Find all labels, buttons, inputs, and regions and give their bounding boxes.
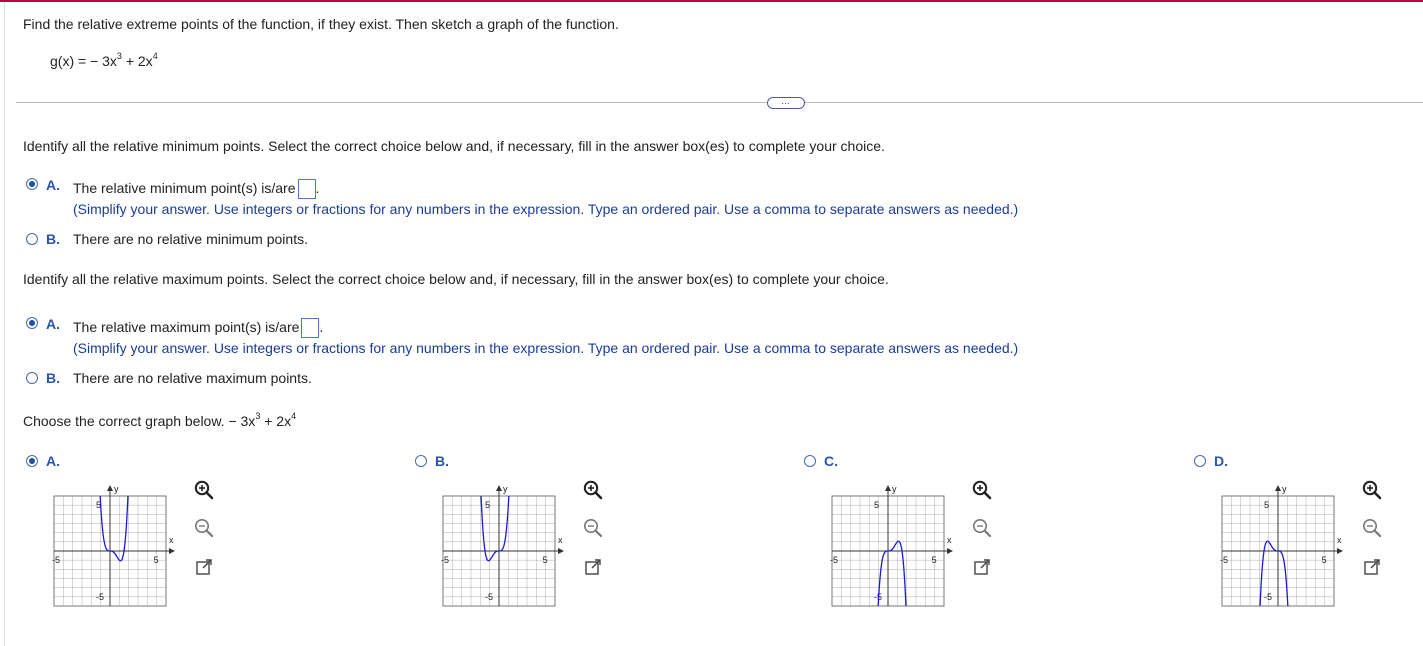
x-axis-arrow [169,548,175,554]
y-axis-label: y [503,484,508,494]
y-tick-label-pos: 5 [485,500,491,511]
zoom-in-icon[interactable] [582,479,604,501]
graph-option-d-radio[interactable] [1194,455,1206,467]
function-expression: g(x) = − $3x^3 + 2x^4$ [50,51,158,69]
y-tick-label-pos: 5 [874,500,880,511]
y-tick-label-neg: -5 [1264,591,1273,602]
max-option-b-text: There are no relative maximum points. [73,370,312,386]
left-border [4,2,5,646]
y-axis-label: y [892,484,897,494]
graph-instruction: Choose the correct graph below. − $3x^3 + 2x^4$ [23,411,297,429]
min-option-b-letter: B. [46,231,60,247]
graph-option-d-letter: D. [1214,453,1228,469]
max-option-a-radio[interactable] [26,317,38,329]
y-axis-arrow [496,485,502,491]
zoom-in-icon[interactable] [193,479,215,501]
min-option-a-text: The relative minimum point(s) is/are [73,180,296,196]
popout-icon[interactable] [971,556,993,578]
min-answer-box[interactable] [298,179,316,199]
y-axis-arrow [107,485,113,491]
min-option-a-hint: (Simplify your answer. Use integers or fractions for any numbers in the expression. Type an ordered pair. Use a comma to separate answers as needed.) [73,201,1019,217]
graph-option-a[interactable] [46,478,176,608]
min-instruction: Identify all the relative minimum points. Select the correct choice below and, if necessary, fill in the answer box(es) to complete your choice. [23,138,885,154]
x-axis-label: x [169,535,174,545]
zoom-in-icon[interactable] [1361,479,1383,501]
x-tick-label-pos: 5 [931,555,937,565]
max-option-a-letter: A. [46,316,60,332]
y-tick-label-neg: -5 [485,591,494,602]
x-axis-arrow [1337,548,1343,554]
max-option-b-radio[interactable] [26,372,38,384]
min-option-a: The relative minimum point(s) is/are . [73,179,319,199]
y-axis-arrow [1275,485,1281,491]
graph-option-c-letter: C. [824,453,838,469]
graph-option-b[interactable] [435,478,565,608]
graph-option-c-radio[interactable] [804,455,816,467]
x-tick-label-neg: -5 [1220,555,1229,565]
graph-option-b-letter: B. [435,453,449,469]
min-option-a-letter: A. [46,177,60,193]
graph-option-a-letter: A. [46,453,60,469]
x-axis-label: x [947,535,952,545]
popout-icon[interactable] [1361,556,1383,578]
y-axis-arrow [885,485,891,491]
y-tick-label-neg: -5 [874,591,883,602]
x-tick-label-neg: -5 [52,555,61,565]
zoom-out-icon[interactable] [971,517,993,539]
popout-icon[interactable] [582,556,604,578]
x-tick-label-pos: 5 [542,555,548,565]
max-option-a: The relative maximum point(s) is/are . [73,318,323,338]
min-option-a-radio[interactable] [26,178,38,190]
max-option-a-text: The relative maximum point(s) is/are [73,319,300,335]
graph-option-c[interactable] [824,478,954,608]
x-axis-arrow [558,548,564,554]
zoom-out-icon[interactable] [582,517,604,539]
x-axis-label: x [558,535,563,545]
section-divider [16,102,1423,103]
top-accent-bar [0,0,1423,2]
x-tick-label-pos: 5 [1321,555,1327,565]
more-button[interactable]: … [767,97,805,109]
x-axis-label: x [1337,535,1342,545]
x-tick-label-neg: -5 [830,555,839,565]
graph-option-d[interactable] [1214,478,1344,608]
y-axis-label: y [114,484,119,494]
zoom-out-icon[interactable] [1361,517,1383,539]
x-tick-label-pos: 5 [153,555,159,565]
min-option-b-radio[interactable] [26,233,38,245]
y-tick-label-neg: -5 [96,591,105,602]
max-instruction: Identify all the relative maximum points. Select the correct choice below and, if necessary, fill in the answer box(es) to complete your choice. [23,271,889,287]
x-tick-label-neg: -5 [441,555,450,565]
graph-option-b-radio[interactable] [415,455,427,467]
zoom-in-icon[interactable] [971,479,993,501]
popout-icon[interactable] [193,556,215,578]
max-option-a-hint: (Simplify your answer. Use integers or fractions for any numbers in the expression. Type an ordered pair. Use a comma to separate answers as needed.) [73,340,1019,356]
max-option-b-letter: B. [46,370,60,386]
min-option-b-text: There are no relative minimum points. [73,231,308,247]
max-answer-box[interactable] [301,318,319,338]
y-tick-label-pos: 5 [96,500,102,511]
graph-option-a-radio[interactable] [26,455,38,467]
y-tick-label-pos: 5 [1264,500,1270,511]
x-axis-arrow [947,548,953,554]
y-axis-label: y [1282,484,1287,494]
question-prompt: Find the relative extreme points of the function, if they exist. Then sketch a graph of the function. [23,16,619,32]
zoom-out-icon[interactable] [193,517,215,539]
